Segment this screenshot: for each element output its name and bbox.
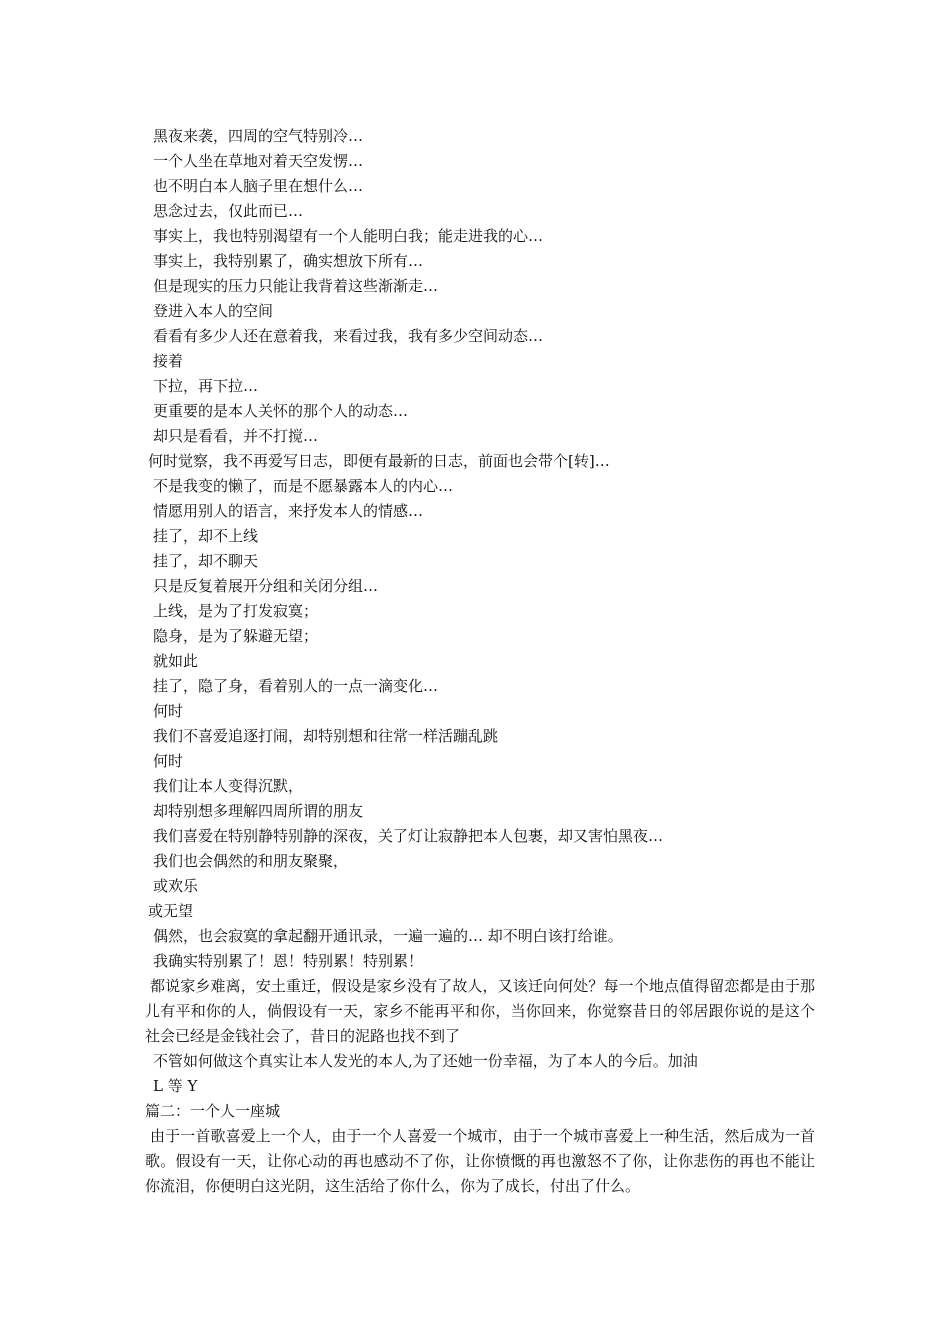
paragraph-city: 由于一首歌喜爱上一个人，由于一个人喜爱一个城市，由于一个城市喜爱上一种生活，然后成为一首歌。假设有一天，让你心动的再也感动不了你，让你愤慨的再也激怒不了你，让你悲伤的再也不能让你流泪，你便明白这光阴，这生活给了你什么，你为了成长，付出了什么。 <box>145 1127 815 1195</box>
text-line: 何时 <box>153 752 184 770</box>
text-line: 我们也会偶然的和朋友聚聚， <box>153 852 349 870</box>
text-line: 我确实特别累了！恩！特别累！特别累！ <box>153 952 424 970</box>
text-line: 接着 <box>153 352 184 370</box>
text-line: 黑夜来袭，四周的空气特别冷… <box>153 127 364 145</box>
text-line: 登进入本人的空间 <box>153 302 274 320</box>
paragraph-hometown: 都说家乡难离，安土重迁，假设是家乡没有了故人，又该迁向何处？每一个地点值得留恋都是由于那儿有平和你的人，倘假设有一天，家乡不能再平和你，当你回来，你觉察昔日的邻居跟你说的是这个社会已经是金钱社会了，昔日的泥路也找不到了 <box>145 977 815 1045</box>
text-line: 挂了，却不聊天 <box>153 552 259 570</box>
line-encouragement: 不管如何做这个真实让本人发光的本人,为了还她一份幸福，为了本人的今后。加油 <box>153 1052 698 1070</box>
text-line: 却只是看看，并不打搅… <box>153 427 319 445</box>
signature: L 等 Y <box>153 1077 198 1095</box>
text-line: 我们让本人变得沉默， <box>153 777 304 795</box>
text-line: 何时 <box>153 702 184 720</box>
text-line: 上线，是为了打发寂寞； <box>153 602 319 620</box>
text-line: 或欢乐 <box>153 877 199 895</box>
text-line: 一个人坐在草地对着天空发愣… <box>153 152 364 170</box>
text-line: 只是反复着展开分组和关闭分组… <box>153 577 379 595</box>
text-line: 不是我变的懒了，而是不愿暴露本人的内心… <box>153 477 454 495</box>
text-line: 下拉，再下拉… <box>153 377 259 395</box>
text-line: 我们不喜爱追逐打闹，却特别想和往常一样活蹦乱跳 <box>153 727 499 745</box>
text-line: 但是现实的压力只能让我背着这些渐渐走… <box>153 277 439 295</box>
text-line: 更重要的是本人关怀的那个人的动态… <box>153 402 409 420</box>
text-line: 偶然，也会寂寞的拿起翻开通讯录，一遍一遍的… 却不明白该打给谁。 <box>153 927 623 945</box>
poem-lines <box>145 124 815 974</box>
text-line: 挂了，隐了身，看着别人的一点一滴变化… <box>153 677 439 695</box>
text-line: 看看有多少人还在意着我，来看过我，我有多少空间动态… <box>153 327 544 345</box>
text-line: 何时觉察，我不再爱写日志，即便有最新的日志，前面也会带个[转]… <box>148 452 610 470</box>
text-line: 也不明白本人脑子里在想什么… <box>153 177 364 195</box>
text-line: 隐身，是为了躲避无望； <box>153 627 319 645</box>
document-body <box>145 124 815 1199</box>
text-line: 思念过去，仅此而已… <box>153 202 304 220</box>
text-line: 我们喜爱在特别静特别静的深夜，关了灯让寂静把本人包裹，却又害怕黑夜… <box>153 827 664 845</box>
section-title: 篇二：一个人一座城 <box>145 1102 281 1120</box>
text-line: 事实上，我特别累了，确实想放下所有… <box>153 252 424 270</box>
text-line: 却特别想多理解四周所谓的朋友 <box>153 802 364 820</box>
text-line: 事实上，我也特别渴望有一个人能明白我；能走进我的心… <box>153 227 544 245</box>
text-line: 挂了，却不上线 <box>153 527 259 545</box>
text-line: 就如此 <box>153 652 199 670</box>
text-line: 或无望 <box>148 902 194 920</box>
text-line: 情愿用别人的语言，来抒发本人的情感… <box>153 502 424 520</box>
